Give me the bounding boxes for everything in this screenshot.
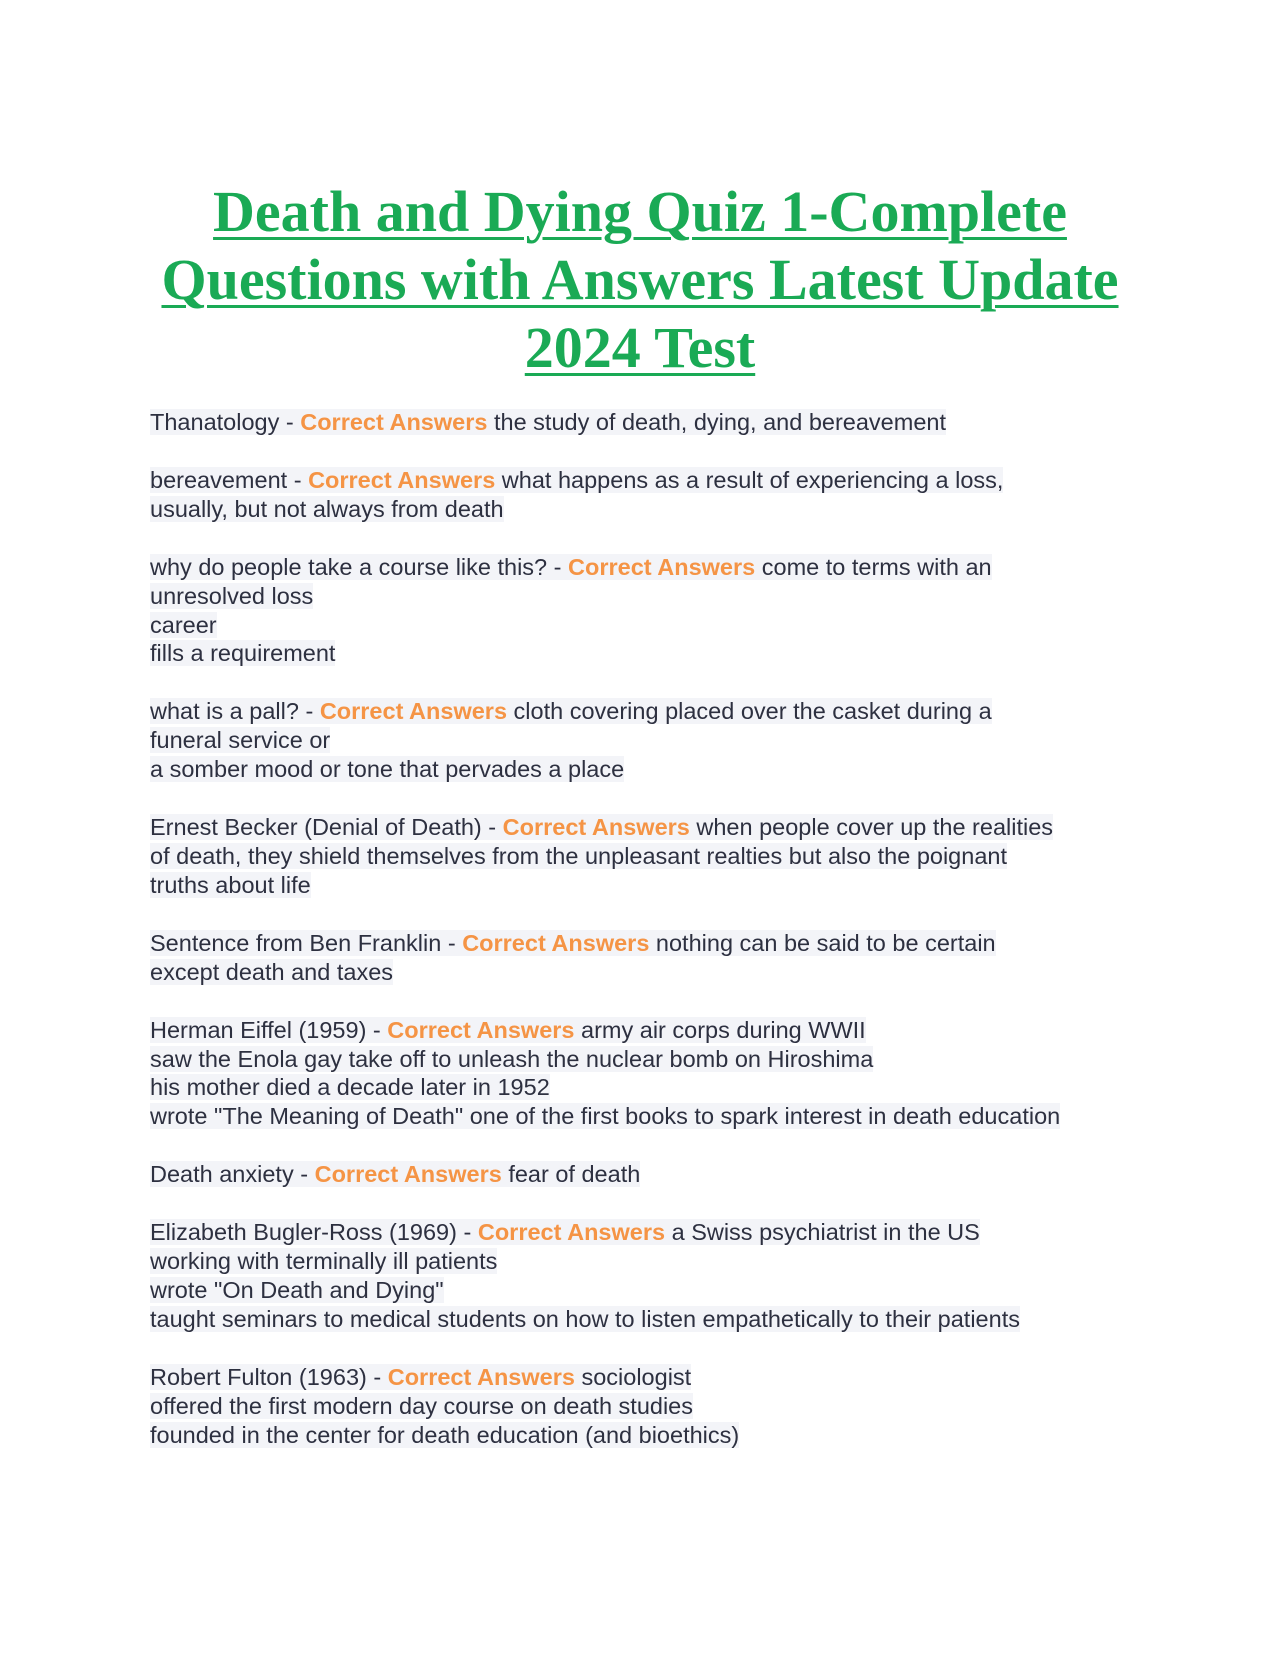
- qa-answer-line: [150, 1276, 1150, 1305]
- qa-answer-line: [150, 842, 1150, 871]
- correct-answers-label: Correct Answers: [387, 1363, 575, 1390]
- answer-text: of death, they shield themselves from the unpleasant realties but also the poignant: [150, 842, 1007, 869]
- highlighted-text: [150, 930, 996, 956]
- qa-answer-line: [150, 1392, 1150, 1421]
- answer-text: unresolved loss: [150, 582, 314, 609]
- answer-text: taught seminars to medical students on how to listen empathetically to their patients: [150, 1305, 1020, 1332]
- term-separator: -: [366, 1363, 388, 1390]
- qa-item: [150, 466, 1150, 524]
- qa-answer-line: [150, 755, 1150, 784]
- qa-item: [150, 813, 1150, 900]
- answer-text: what happens as a result of experiencing a loss,: [501, 466, 1004, 493]
- correct-answers-label: Correct Answers: [462, 929, 650, 956]
- highlighted-text: [150, 1277, 444, 1303]
- answer-text: fills a requirement: [150, 640, 336, 667]
- qa-answer-line: [150, 1073, 1150, 1102]
- highlighted-text: [150, 409, 946, 435]
- answer-text: except death and taxes: [150, 958, 394, 985]
- qa-first-line: [150, 553, 1150, 582]
- qa-answer-line: [150, 582, 1150, 611]
- highlighted-text: [150, 1017, 866, 1043]
- qa-term: Sentence from Ben Franklin: [150, 929, 442, 956]
- qa-item: [150, 929, 1150, 987]
- qa-answer-line: [150, 871, 1150, 900]
- qa-item: [150, 553, 1150, 669]
- answer-text: cloth covering placed over the casket during a: [513, 698, 992, 725]
- highlighted-text: [150, 756, 624, 782]
- highlighted-text: [150, 612, 217, 638]
- qa-first-line: [150, 408, 1150, 437]
- qa-first-line: [150, 1218, 1150, 1247]
- term-separator: -: [298, 698, 320, 725]
- term-separator: -: [366, 1016, 388, 1043]
- answer-text: fear of death: [508, 1161, 641, 1188]
- answer-text: usually, but not always from death: [150, 495, 504, 522]
- highlighted-text: [150, 1219, 980, 1245]
- highlighted-text: [150, 496, 504, 522]
- highlighted-text: [150, 843, 1007, 869]
- qa-answer-line: [150, 726, 1150, 755]
- qa-term: Robert Fulton (1963): [150, 1363, 367, 1390]
- qa-answer-line: [150, 1102, 1150, 1131]
- correct-answers-label: Correct Answers: [314, 1161, 502, 1188]
- answer-text: nothing can be said to be certain: [655, 929, 996, 956]
- answer-text: army air corps during WWII: [581, 1016, 866, 1043]
- correct-answers-label: Correct Answers: [319, 698, 508, 725]
- qa-answer-line: [150, 1247, 1150, 1276]
- answer-text: when people cover up the realities: [696, 814, 1054, 841]
- qa-answer-line: [150, 958, 1150, 987]
- answer-text: founded in the center for death education (and bioethics): [150, 1421, 740, 1448]
- highlighted-text: [150, 698, 992, 724]
- term-separator: -: [293, 1161, 315, 1188]
- highlighted-text: [150, 1161, 640, 1187]
- answer-text: wrote "On Death and Dying": [150, 1276, 444, 1303]
- correct-answers-label: Correct Answers: [300, 409, 488, 435]
- qa-answer-line: [150, 495, 1150, 524]
- highlighted-text: [150, 814, 1053, 840]
- qa-term: Herman Eiffel (1959): [150, 1016, 367, 1043]
- correct-answers-label: Correct Answers: [308, 466, 496, 493]
- highlighted-text: [150, 1306, 1020, 1332]
- highlighted-text: [150, 1364, 691, 1390]
- qa-item: [150, 697, 1150, 784]
- highlighted-text: [150, 1248, 497, 1274]
- qa-term: Thanatology: [150, 409, 280, 435]
- highlighted-text: [150, 1103, 1060, 1129]
- qa-term: what is a pall?: [150, 698, 299, 725]
- qa-first-line: [150, 1160, 1150, 1189]
- answer-text: truths about life: [150, 871, 311, 898]
- answer-text: offered the first modern day course on death studies: [150, 1392, 694, 1419]
- qa-item: [150, 1160, 1150, 1189]
- document-title: Death and Dying Quiz 1-Complete Questions with Answers Latest Update 2024 Test: [161, 179, 1119, 380]
- highlighted-text: [150, 727, 330, 753]
- qa-item: [150, 408, 1150, 437]
- qa-first-line: [150, 1363, 1150, 1392]
- qa-item: [150, 1363, 1150, 1450]
- term-separator: -: [481, 814, 503, 841]
- highlighted-text: [150, 467, 1003, 493]
- highlighted-text: [150, 640, 335, 666]
- qa-first-line: [150, 697, 1150, 726]
- qa-term: Death anxiety: [150, 1161, 294, 1188]
- qa-term: bereavement: [150, 466, 288, 493]
- answer-text: come to terms with an: [761, 553, 992, 580]
- qa-item: [150, 1016, 1150, 1132]
- qa-answer-line: [150, 611, 1150, 640]
- correct-answers-label: Correct Answers: [502, 814, 690, 841]
- term-separator: -: [547, 553, 569, 580]
- correct-answers-label: Correct Answers: [568, 553, 756, 580]
- qa-answer-line: [150, 1305, 1150, 1334]
- term-separator: -: [441, 929, 463, 956]
- qa-first-line: [150, 929, 1150, 958]
- qa-answer-line: [150, 1045, 1150, 1074]
- answer-text: sociologist: [581, 1363, 692, 1390]
- answer-text: wrote "The Meaning of Death" one of the first books to spark interest in death education: [150, 1103, 1061, 1130]
- qa-answer-line: [150, 639, 1150, 668]
- term-separator: -: [287, 466, 309, 493]
- highlighted-text: [150, 872, 311, 898]
- highlighted-text: [150, 554, 992, 580]
- qa-first-line: [150, 466, 1150, 495]
- qa-term: Ernest Becker (Denial of Death): [150, 814, 482, 841]
- answer-text: the study of death, dying, and bereavement: [493, 409, 946, 435]
- qa-first-line: [150, 1016, 1150, 1045]
- answer-text: career: [150, 611, 217, 638]
- answer-text: a somber mood or tone that pervades a place: [150, 756, 625, 783]
- correct-answers-label: Correct Answers: [477, 1219, 666, 1246]
- answer-text: saw the Enola gay take off to unleash the nuclear bomb on Hiroshima: [150, 1045, 874, 1072]
- qa-item: [150, 1218, 1150, 1334]
- term-separator: -: [279, 409, 301, 435]
- qa-first-line: [150, 813, 1150, 842]
- highlighted-text: [150, 959, 393, 985]
- qa-answer-line: [150, 1421, 1150, 1450]
- answer-text: his mother died a decade later in 1952: [150, 1074, 550, 1101]
- highlighted-text: [150, 1393, 693, 1419]
- qa-term: why do people take a course like this?: [150, 553, 548, 580]
- highlighted-text: [150, 1046, 873, 1072]
- qa-list: [150, 408, 1150, 1478]
- answer-text: working with terminally ill patients: [150, 1248, 498, 1275]
- term-separator: -: [456, 1219, 478, 1246]
- answer-text: a Swiss psychiatrist in the US: [671, 1219, 980, 1246]
- highlighted-text: [150, 1074, 550, 1100]
- highlighted-text: [150, 583, 313, 609]
- qa-term: Elizabeth Bugler-Ross (1969): [150, 1219, 457, 1246]
- correct-answers-label: Correct Answers: [387, 1016, 575, 1043]
- highlighted-text: [150, 1422, 739, 1448]
- answer-text: funeral service or: [150, 727, 331, 754]
